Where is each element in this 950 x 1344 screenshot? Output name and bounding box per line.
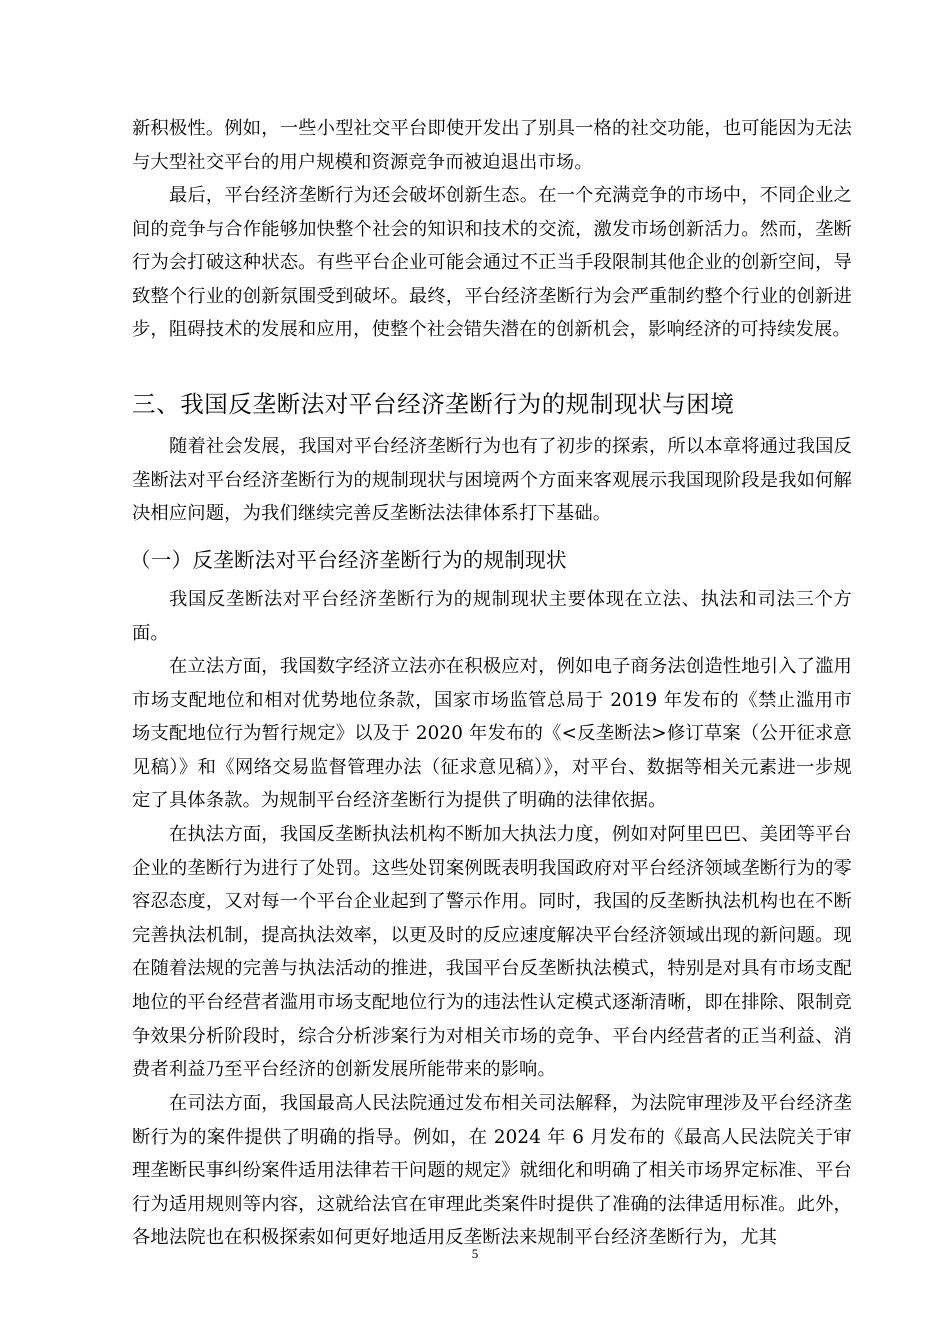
paragraph-innovation-ecosystem: 最后，平台经济垄断行为还会破坏创新生态。在一个充满竞争的市场中，不同企业之间的竞争与合作能够加快整个社会的知识和技术的交流，激发市场创新活力。然而，垄断行为会打破这种状态。有些平台企业可能会通过不正当手段限制其他企业的创新空间，导致整个行业的创新氛围受到破坏。最终，平台经济垄断行为会严重制约整个行业的创新进步，阻碍技术的发展和应用，使整个社会错失潜在的创新机会，影响经济的可持续发展。 xyxy=(132,185,852,341)
page-number: 5 xyxy=(471,1246,479,1261)
subsection-heading-1: （一）反垄断法对平台经济垄断行为的规制现状 xyxy=(130,548,567,572)
paragraph-enforcement: 在执法方面，我国反垄断执法机构不断加大执法力度，例如对阿里巴巴、美团等平台企业的垄断行为进行了处罚。这些处罚案例既表明我国政府对平台经济领域垄断行为的零容忍态度，又对每一个平台企业起到了警示作用。同时，我国的反垄断执法机构也在不断完善执法机制，提高执法效率，以更及时的反应速度解决平台经济领域出现的新问题。现在随着法规的完善与执法活动的推进，我国平台反垄断执法模式，特别是对具有市场支配地位的平台经营者滥用市场支配地位行为的违法性认定模式逐渐清晰，即在排除、限制竞争效果分析阶段时，综合分析涉案行为对相关市场的竞争、平台内经营者的正当利益、消费者利益乃至平台经济的创新发展所能带来的影响。 xyxy=(132,824,852,1081)
paragraph-regulation-overview: 我国反垄断法对平台经济垄断行为的规制现状主要体现在立法、执法和司法三个方面。 xyxy=(132,589,852,644)
paragraph-continuation: 新积极性。例如，一些小型社交平台即使开发出了别具一格的社交功能，也可能因为无法与大型社交平台的用户规模和资源竞争而被迫退出市场。 xyxy=(132,118,852,173)
paragraph-legislation: 在立法方面，我国数字经济立法亦在积极应对，例如电子商务法创造性地引入了滥用市场支配地位和相对优势地位条款，国家市场监管总局于 2019 年发布的《禁止滥用市场支配地位行为暂行规定》以及于 2020 年发布的《<反垄断法>修订草案（公开征求意见稿）》和《网络交易监督管理办法（征求意见稿）》，对平台、数据等相关元素进一步规定了具体条款。为规制平台经济垄断行为提供了明确的法律依据。 xyxy=(132,656,852,812)
section-heading-3: 三、我国反垄断法对平台经济垄断行为的规制现状与困境 xyxy=(132,390,735,418)
paragraph-judiciary: 在司法方面，我国最高人民法院通过发布相关司法解释，为法院审理涉及平台经济垄断行为的案件提供了明确的指导。例如，在 2024 年 6 月发布的《最高人民法院关于审理垄断民事纠纷案件适用法律若干问题的规定》就细化和明确了相关市场界定标准、平台行为适用规则等内容，这就给法官在审理此类案件时提供了准确的法律适用标准。此外，各地法院也在积极探索如何更好地适用反垄断法来规制平台经济垄断行为，尤其 xyxy=(132,1093,852,1249)
paragraph-section-intro: 随着社会发展，我国对平台经济垄断行为也有了初步的探索，所以本章将通过我国反垄断法对平台经济垄断行为的规制现状与困境两个方面来客观展示我国现阶段是我如何解决相应问题，为我们继续完善反垄断法法律体系打下基础。 xyxy=(132,436,852,525)
